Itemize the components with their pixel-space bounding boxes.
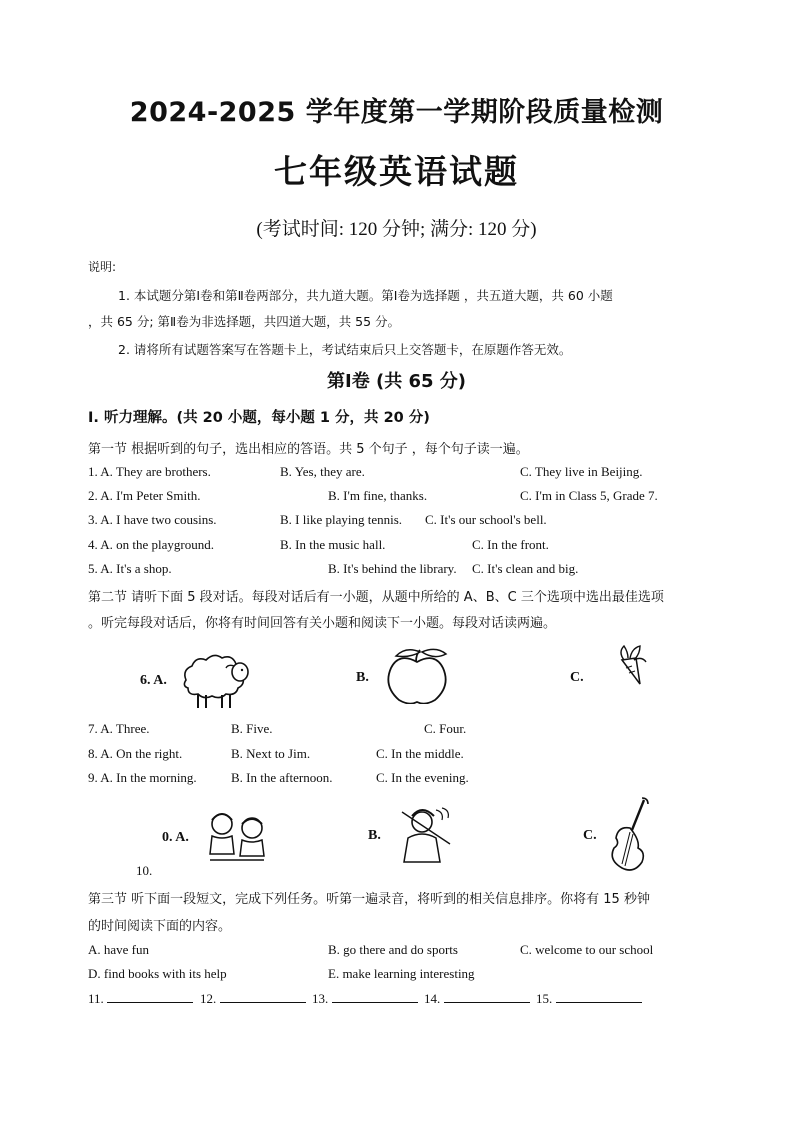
answer-blank-label: 15. <box>536 991 553 1006</box>
answer-blank-15[interactable] <box>536 990 642 1007</box>
violinist-icon <box>392 804 458 864</box>
answer-blank-14[interactable] <box>424 990 530 1007</box>
q6-label-c: C. <box>570 670 584 685</box>
answer-blank-13[interactable] <box>312 990 418 1007</box>
instruction-line-1a: 1. 本试题分第Ⅰ卷和第Ⅱ卷两部分，共九道大题。第Ⅰ卷为选择题 ，共五道大题，共 60 小题 <box>118 288 613 303</box>
instruction-line-1b: ，共 65 分; 第Ⅱ卷为非选择题，共四道大题，共 55 分。 <box>88 314 401 329</box>
q7-option-a: 7. A. Three. <box>88 721 150 736</box>
q8-option-b: B. Next to Jim. <box>231 746 311 761</box>
answer-line <box>556 990 642 1003</box>
q8-option-c: C. In the middle. <box>376 746 464 761</box>
q5-option-b: B. It's behind the library. <box>328 561 457 576</box>
part3-instruction-a: 第三节 听下面一段短文，完成下列任务。听第一遍录音，将听到的相关信息排序。你将有 15 秒钟 <box>88 892 650 907</box>
exam-title: 2024-2025 学年度第一学期阶段质量检测 <box>129 97 664 128</box>
q3-option-b: B. I like playing tennis. <box>280 512 403 527</box>
answer-blank-12[interactable] <box>200 990 306 1007</box>
answer-line <box>107 990 193 1003</box>
violin-icon <box>604 796 652 874</box>
exam-info: (考试时间: 120 分钟; 满分: 120 分) <box>256 219 537 240</box>
instructions-label: 说明: <box>88 260 117 274</box>
q4-option-b: B. In the music hall. <box>280 537 386 552</box>
answer-blank-label: 14. <box>424 991 441 1006</box>
exam-subject: 七年级英语试题 <box>274 152 519 191</box>
q8-option-a: 8. A. On the right. <box>88 746 183 761</box>
q1-option-b: B. Yes, they are. <box>280 464 365 479</box>
part3-option-d: D. find books with its help <box>88 966 227 981</box>
q9-option-c: C. In the evening. <box>376 770 469 785</box>
q7-option-c: C. Four. <box>424 721 467 736</box>
part3-instruction-b: 的时间阅读下面的内容。 <box>88 919 232 934</box>
part2-instruction-a: 第二节 请听下面 5 段对话。每段对话后有一小题，从题中所给的 A、B、C 三个选项中选出最佳选项 <box>88 590 664 605</box>
answer-blank-label: 13. <box>312 991 329 1006</box>
part3-option-a: A. have fun <box>88 942 150 957</box>
instruction-line-2: 2. 请将所有试题答案写在答题卡上，考试结束后只上交答题卡，在原题作答无效。 <box>118 342 572 357</box>
q10-label-c: C. <box>583 828 597 843</box>
q2-option-a: 2. A. I'm Peter Smith. <box>88 488 201 503</box>
q10-label-b: B. <box>368 828 381 843</box>
q1-option-a: 1. A. They are brothers. <box>88 464 211 479</box>
q4-option-a: 4. A. on the playground. <box>88 537 215 552</box>
answer-blank-label: 12. <box>200 991 217 1006</box>
part3-option-c: C. welcome to our school <box>520 942 654 957</box>
q6-label-b: B. <box>356 670 369 685</box>
part3-option-b: B. go there and do sports <box>328 942 458 957</box>
q2-option-c: C. I'm in Class 5, Grade 7. <box>520 488 658 503</box>
answer-blank-label: 11. <box>88 991 104 1006</box>
q4-option-c: C. In the front. <box>472 537 549 552</box>
part3-option-e: E. make learning interesting <box>328 966 475 981</box>
section-title: Ⅰ. 听力理解。(共 20 小题，每小题 1 分，共 20 分) <box>88 410 430 426</box>
q3-option-c: C. It's our school's bell. <box>425 512 547 527</box>
part1-instruction: 第一节 根据听到的句子，选出相应的答语。共 5 个句子 ，每个句子读一遍。 <box>88 442 529 457</box>
sheep-icon <box>176 650 256 710</box>
answer-line <box>444 990 530 1003</box>
q6-label-a: 6. A. <box>140 673 167 688</box>
q10-label-a: 0. A. <box>162 830 189 845</box>
q7-option-b: B. Five. <box>231 721 273 736</box>
carrot-icon <box>610 640 650 686</box>
children-icon <box>204 810 270 866</box>
q5-option-a: 5. A. It's a shop. <box>88 561 172 576</box>
apple-icon <box>382 646 452 704</box>
answer-line <box>332 990 418 1003</box>
answer-blank-11[interactable] <box>88 990 193 1007</box>
q2-option-b: B. I'm fine, thanks. <box>328 488 428 503</box>
q9-option-a: 9. A. In the morning. <box>88 770 197 785</box>
part2-instruction-b: 。听完每段对话后，你将有时间回答有关小题和阅读下一小题。每段对话读两遍。 <box>88 616 557 631</box>
q5-option-c: C. It's clean and big. <box>472 561 579 576</box>
volume-title: 第Ⅰ卷 (共 65 分) <box>327 371 466 392</box>
q3-option-a: 3. A. I have two cousins. <box>88 512 217 527</box>
q1-option-c: C. They live in Beijing. <box>520 464 643 479</box>
q9-option-b: B. In the afternoon. <box>231 770 333 785</box>
answer-line <box>220 990 306 1003</box>
q10-number: 10. <box>136 863 153 878</box>
